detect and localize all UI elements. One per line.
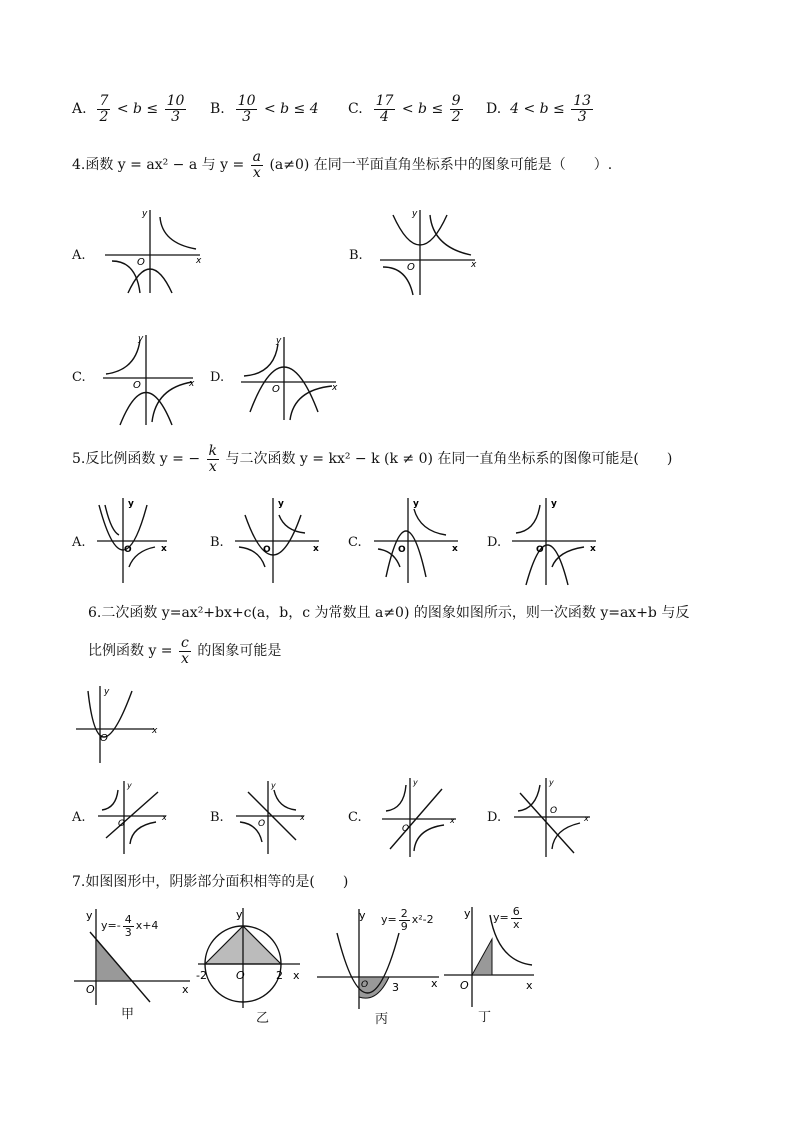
q7-jia-caption: 甲	[121, 1007, 135, 1022]
q7-ding-caption: 丁	[478, 1010, 492, 1025]
svg-text:y: y	[464, 907, 471, 920]
q7-yi-caption: 乙	[256, 1011, 270, 1026]
q3-option-b: B. $\frac{10}{3}$ < b ≤ 4	[210, 93, 319, 125]
q7-bing-mark: 3	[392, 981, 399, 994]
svg-text:y: y	[104, 687, 110, 697]
q7-figure-yi	[196, 904, 306, 1016]
svg-text:x: x	[162, 813, 167, 822]
q6-graph-d	[512, 775, 594, 859]
q6-label-d: D.	[487, 810, 502, 825]
svg-text:x: x	[450, 816, 455, 825]
svg-text:O: O	[118, 819, 126, 829]
svg-text:O: O	[398, 545, 406, 555]
q5-graph-d	[510, 495, 600, 587]
q4-label-b: B.	[349, 248, 363, 263]
q5-graph-a	[95, 495, 175, 585]
q4-label-d: D.	[210, 370, 225, 385]
svg-text:O: O	[100, 733, 108, 744]
svg-text:x: x	[313, 544, 319, 554]
svg-text:y: y	[142, 209, 148, 219]
q6-stem-line2: 比例函数 y = $\frac{c}{x}$ 的图象可能是	[88, 635, 282, 667]
q6-graph-c	[380, 775, 460, 859]
svg-text:O: O	[536, 545, 544, 555]
svg-text:y: y	[278, 499, 284, 509]
svg-text:O: O	[407, 262, 415, 273]
q5-graph-c	[372, 495, 462, 585]
svg-text:O: O	[460, 979, 469, 992]
q5-graph-b	[233, 495, 323, 585]
svg-text:x: x	[161, 544, 167, 554]
svg-text:x: x	[189, 379, 195, 389]
q4-graph-b	[375, 205, 485, 297]
q6-label-c: C.	[348, 810, 362, 825]
svg-text:x: x	[293, 969, 300, 982]
q5-label-c: C.	[348, 535, 362, 550]
q7-yi-right-label: 2	[276, 969, 283, 982]
q4-graph-c	[98, 330, 198, 428]
q6-parabola-figure	[74, 683, 164, 765]
q3-option-a: A. $\frac{7}{2}$ < b ≤ $\frac{10}{3}$	[72, 93, 185, 125]
q6-label-a: A.	[72, 810, 86, 825]
svg-text:O: O	[86, 983, 95, 996]
svg-text:y: y	[236, 908, 243, 921]
svg-text:y: y	[86, 909, 93, 922]
svg-text:O: O	[258, 819, 266, 829]
svg-text:x: x	[471, 260, 477, 270]
svg-text:O: O	[550, 806, 558, 816]
svg-text:O: O	[124, 545, 132, 555]
svg-text:O: O	[133, 380, 141, 391]
q7-jia-equation: y=- $\frac{4}{3}$ x+4	[101, 913, 159, 939]
q5-label-b: B.	[210, 535, 224, 550]
svg-text:x: x	[526, 979, 533, 992]
svg-text:x: x	[584, 814, 589, 823]
svg-text:x: x	[332, 383, 338, 393]
svg-text:y: y	[127, 781, 132, 790]
svg-text:O: O	[236, 969, 245, 982]
q5-label-d: D.	[487, 535, 502, 550]
q6-graph-b	[234, 778, 314, 858]
q7-ding-equation: y= $\frac{6}{x}$	[493, 905, 520, 931]
svg-text:O: O	[137, 257, 145, 268]
svg-text:y: y	[549, 778, 554, 787]
q5-stem: 5.反比例函数 y = − $\frac{k}{x}$ 与二次函数 y = kx² − k (k ≠ 0) 在同一直角坐标系的图像可能是( )	[72, 443, 673, 475]
svg-text:x: x	[152, 726, 158, 736]
q6-graph-a	[96, 778, 176, 858]
svg-text:y: y	[413, 778, 418, 787]
svg-text:O: O	[361, 980, 369, 990]
q4-label-c: C.	[72, 370, 86, 385]
svg-text:x: x	[452, 544, 458, 554]
q5-label-a: A.	[72, 535, 86, 550]
svg-text:x: x	[431, 977, 438, 990]
svg-text:y: y	[276, 336, 282, 346]
svg-text:O: O	[263, 545, 271, 555]
q4-label-a: A.	[72, 248, 86, 263]
q7-stem: 7.如图图形中，阴影部分面积相等的是( )	[72, 874, 349, 890]
q7-yi-left-label: -2	[196, 969, 207, 982]
svg-text:y: y	[359, 909, 366, 922]
svg-text:y: y	[128, 499, 134, 509]
q3-option-c: C. $\frac{17}{4}$ < b ≤ $\frac{9}{2}$	[348, 93, 461, 125]
svg-text:x: x	[182, 983, 189, 996]
q3-option-d: D. 4 < b ≤ $\frac{13}{3}$	[486, 93, 592, 125]
svg-text:O: O	[402, 824, 410, 834]
svg-text:x: x	[300, 813, 305, 822]
q6-stem-line1: 6.二次函数 y=ax²+bx+c(a，b，c 为常数且 a≠0) 的图象如图所示，则一次函数 y=ax+b 与反	[88, 605, 690, 621]
svg-text:y: y	[138, 334, 144, 344]
svg-text:y: y	[271, 781, 276, 790]
q7-bing-caption: 丙	[375, 1012, 389, 1027]
q4-graph-a	[100, 205, 210, 297]
svg-text:y: y	[551, 499, 557, 509]
q7-bing-equation: y= $\frac{2}{9}$ x²-2	[381, 907, 434, 933]
svg-text:x: x	[196, 256, 202, 266]
q4-graph-d	[236, 332, 346, 424]
svg-text:y: y	[413, 499, 419, 509]
svg-text:x: x	[590, 544, 596, 554]
svg-text:y: y	[412, 209, 418, 219]
svg-text:O: O	[272, 384, 280, 395]
q4-stem: 4.函数 y = ax² − a 与 y = $\frac{a}{x}$ (a≠0) 在同一平面直角坐标系中的图象可能是（ ）.	[72, 149, 613, 181]
q6-label-b: B.	[210, 810, 224, 825]
